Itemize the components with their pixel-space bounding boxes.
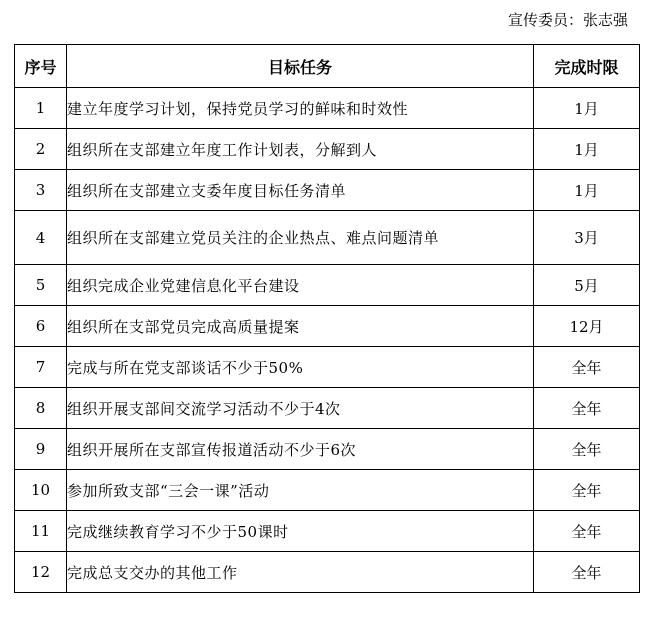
header-row [15,45,640,88]
header-deadline: 完成时限 [534,45,640,88]
row-task: 完成与所在党支部谈话不少于50% [67,347,534,388]
row-deadline: 12月 [534,306,640,347]
table-row [15,388,640,429]
row-task: 组织开展支部间交流学习活动不少于4次 [67,388,534,429]
table-body [15,88,640,593]
table-row [15,88,640,129]
row-number: 7 [15,347,67,388]
row-number: 10 [15,470,67,511]
row-task: 完成总支交办的其他工作 [67,552,534,593]
byline: 宣传委员：张志强 [507,11,628,29]
row-deadline: 全年 [534,388,640,429]
row-task: 建立年度学习计划，保持党员学习的鲜味和时效性 [67,88,534,129]
row-deadline: 全年 [534,552,640,593]
table-row [15,429,640,470]
row-deadline: 全年 [534,429,640,470]
table-row [15,129,640,170]
row-task: 组织所在支部建立党员关注的企业热点、难点问题清单 [67,211,534,265]
table-row [15,306,640,347]
row-deadline: 5月 [534,265,640,306]
row-number: 12 [15,552,67,593]
row-deadline: 1月 [534,170,640,211]
header-task: 目标任务 [67,45,534,88]
row-task: 参加所致支部“三会一课”活动 [67,470,534,511]
row-number: 1 [15,88,67,129]
row-number: 11 [15,511,67,552]
row-task: 组织所在支部党员完成高质量提案 [67,306,534,347]
task-table [14,44,640,593]
row-deadline: 1月 [534,129,640,170]
row-deadline: 全年 [534,470,640,511]
table-row [15,211,640,265]
row-deadline: 1月 [534,88,640,129]
table-header [15,45,640,88]
row-number: 9 [15,429,67,470]
table-row [15,470,640,511]
table-row [15,170,640,211]
row-task: 组织完成企业党建信息化平台建设 [67,265,534,306]
table-row [15,347,640,388]
table-row [15,552,640,593]
row-number: 8 [15,388,67,429]
row-task: 组织所在支部建立年度工作计划表，分解到人 [67,129,534,170]
table-row [15,511,640,552]
row-number: 3 [15,170,67,211]
row-number: 6 [15,306,67,347]
row-deadline: 全年 [534,347,640,388]
row-task: 组织所在支部建立支委年度目标任务清单 [67,170,534,211]
table-row [15,265,640,306]
header-no: 序号 [15,45,67,88]
row-number: 5 [15,265,67,306]
row-task: 完成继续教育学习不少于50课时 [67,511,534,552]
row-deadline: 全年 [534,511,640,552]
row-task: 组织开展所在支部宣传报道活动不少于6次 [67,429,534,470]
row-number: 2 [15,129,67,170]
row-deadline: 3月 [534,211,640,265]
row-number: 4 [15,211,67,265]
